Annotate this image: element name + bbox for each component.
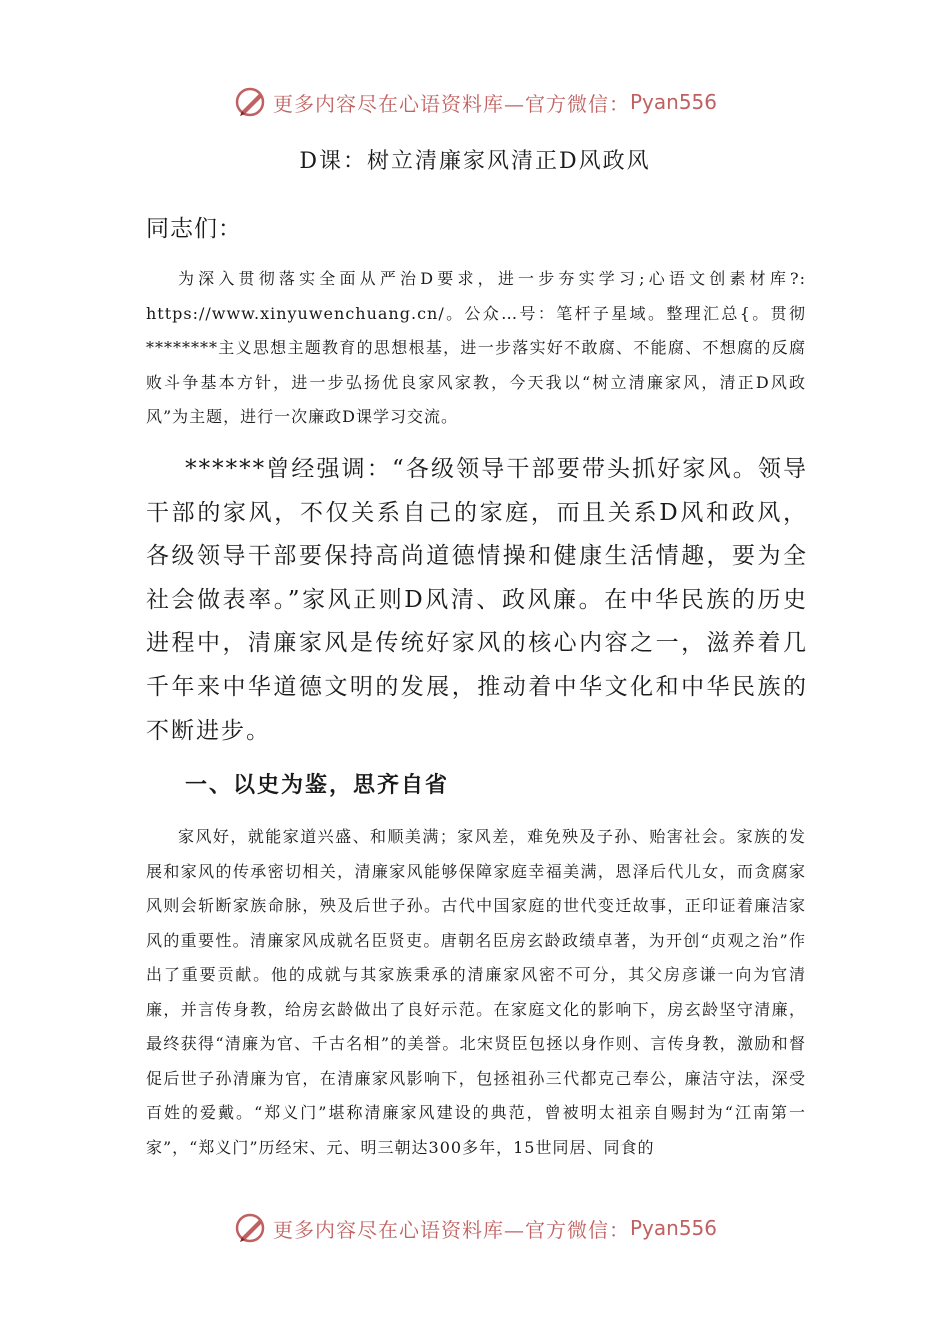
banner-wechat-id: Pyan556 (629, 1216, 717, 1240)
banner-wechat-id: Pyan556 (629, 90, 717, 114)
pen-logo-icon (233, 84, 269, 120)
paragraph-intro: 为深入贯彻落实全面从严治D要求，进一步夯实学习;心语文创素材库?: https://www.xinyuwenchuang.cn/。公众…号：笔杆子星域。整理汇总{。贯彻********主义思想主题教育的思想根基，进一步落实好不敢腐、不能腐、不想腐的反腐败斗争基本方针，进一步弘扬优良家风家教，今天我以“树立清廉家风，清正D风政风”为主题，进行一次廉政D课学习交流。 (146, 269, 806, 426)
footer-banner (0, 1208, 950, 1248)
document-title: D课：树立清廉家风清正D风政风 (299, 149, 651, 174)
banner-text: 更多内容尽在心语资料库—官方微信： (272, 91, 630, 116)
pen-logo-icon (233, 1210, 269, 1246)
banner-text: 更多内容尽在心语资料库—官方微信： (272, 1217, 630, 1242)
header-banner (0, 82, 950, 122)
paragraph-quote: ******曾经强调：“各级领导干部要带头抓好家风。领导干部的家风，不仅关系自己的家庭，而且关系D风和政风，各级领导干部要保持高尚道德情操和健康生活情趣，要为全社会做表率。”家风正则D风清、政风廉。在中华民族的历史进程中，清廉家风是传统好家风的核心内容之一，滋养着几千年来中华道德文明的发展，推动着中华文化和中华民族的不断进步。 (146, 456, 808, 744)
section-heading: 一、以史为鉴，思齐自省 (185, 773, 450, 798)
greeting: 同志们： (146, 216, 242, 242)
paragraph-history: 家风好，就能家道兴盛、和顺美满；家风差，难免殃及子孙、贻害社会。家族的发展和家风的传承密切相关，清廉家风能够保障家庭幸福美满，恩泽后代儿女，而贪腐家风则会斩断家族命脉，殃及后世子孙。古代中国家庭的世代变迁故事，正印证着廉洁家风的重要性。清廉家风成就名臣贤吏。唐朝名臣房玄龄政绩卓著，为开创“贞观之治”作出了重要贡献。他的成就与其家族秉承的清廉家风密不可分，其父房彦谦一向为官清廉，并言传身教，给房玄龄做出了良好示范。在家庭文化的影响下，房玄龄坚守清廉，最终获得“清廉为官、千古名相”的美誉。北宋贤臣包拯以身作则、言传身教，激励和督促后世子孙清廉为官，在清廉家风影响下，包拯祖孙三代都克己奉公，廉洁守法，深受百姓的爱戴。“郑义门”堪称清廉家风建设的典范，曾被明太祖亲自赐封为“江南第一家”，“郑义门”历经宋、元、明三朝达300多年，15世同居、同食的 (146, 827, 806, 1157)
